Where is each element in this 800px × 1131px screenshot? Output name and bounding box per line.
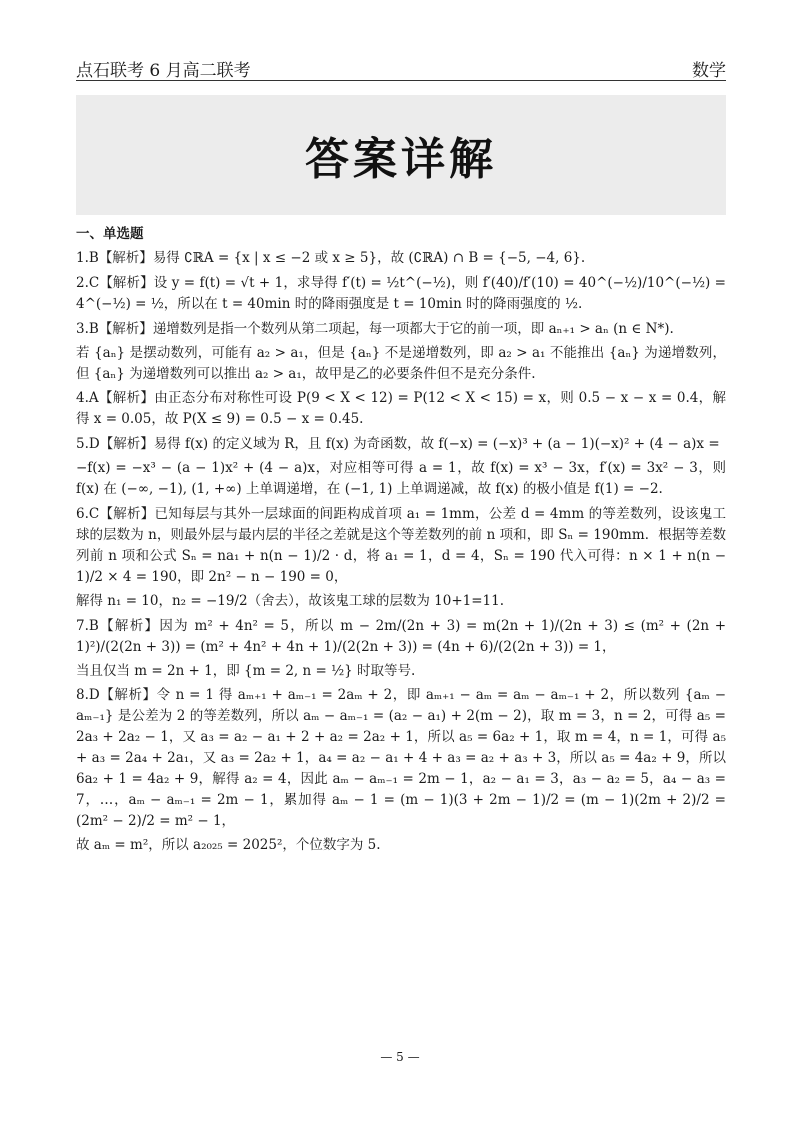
- exam-title: 点石联考 6 月高二联考: [76, 61, 251, 81]
- answer-item: [76, 504, 726, 612]
- subject-label: 数学: [692, 61, 726, 81]
- section-title: 一、单选题: [76, 226, 144, 242]
- title-banner: [76, 95, 726, 215]
- analysis-tag: 【解析】: [98, 617, 160, 634]
- page-header: [76, 56, 726, 81]
- answer-number: 6.C: [76, 506, 100, 523]
- answer-text: 若 {aₙ} 是摆动数列，可能有 a₂ > a₁，但是 {aₙ} 不是递增数列，即 a₂ > a₁ 不能推出 {aₙ} 为递增数列，但 {aₙ} 为递增数列可以推出 a₂ > a₁，故甲是乙的必要条件但不是充分条件.: [76, 344, 726, 382]
- answer-item: [76, 273, 726, 315]
- answer-number: 2.C: [76, 274, 100, 291]
- answer-line: [76, 248, 726, 269]
- answer-line: [76, 835, 726, 856]
- answer-line: [76, 591, 726, 612]
- answer-text: 故 aₘ = m²，所以 a₂₀₂₅ = 2025²，个位数字为 5.: [76, 836, 381, 853]
- answer-item: [76, 434, 726, 500]
- analysis-tag: 【解析】: [99, 436, 154, 453]
- answer-line: [76, 458, 726, 500]
- page-title: 答案详解: [305, 134, 497, 185]
- answer-line: [76, 434, 726, 455]
- answer-list: [76, 248, 726, 856]
- page-number: — 5 —: [380, 1050, 420, 1064]
- answer-item: [76, 616, 726, 682]
- answer-number: 4.A: [76, 390, 99, 407]
- answer-item: [76, 319, 726, 385]
- answer-text: −f(x) = −x³ − (a − 1)x² + (4 − a)x，对应相等可得 a = 1，故 f(x) = x³ − 3x，f′(x) = 3x² − 3，则 f(x) 在 (−∞, −1), (1, +∞) 上单调递增，在 (−1, 1) 上单调递减，故 f(x) 的极小值是 f(1) = −2.: [76, 460, 726, 498]
- answer-line: [76, 343, 726, 385]
- answer-number: 1.B: [76, 249, 99, 266]
- answer-line: [76, 685, 726, 831]
- answer-item: [76, 685, 726, 855]
- analysis-tag: 【解析】: [99, 506, 155, 523]
- answer-item: [76, 248, 726, 269]
- answer-line: [76, 388, 726, 430]
- answer-line: [76, 273, 726, 315]
- answer-line: [76, 319, 726, 340]
- answer-number: 5.D: [76, 436, 100, 453]
- analysis-tag: 【解析】: [98, 390, 155, 407]
- answer-number: 3.B: [76, 320, 99, 337]
- answer-text: 设 y = f(t) = √t + 1，求导得 f′(t) = ½t^(−½)，则 f′(40)/f′(10) = 40^(−½)/10^(−½) = 4^(−½) = ½，所以在 t = 40min 时的降雨强度是 t = 10min 时的降雨强度的 ½.: [76, 274, 726, 312]
- answer-number: 8.D: [76, 687, 100, 704]
- answer-text: 令 n = 1 得 aₘ₊₁ + aₘ₋₁ = 2aₘ + 2，即 aₘ₊₁ − aₘ = aₘ − aₘ₋₁ + 2，所以数列 {aₘ − aₘ₋₁} 是公差为 2 的等差数列，所以 aₘ − aₘ₋₁ = (a₂ − a₁) + 2(m − 2)，取 m = 3，n = 2，可得 a₅ = 2a₃ + 2a₂ − 1，又 a₃ = a₂ − a₁ + 2 + a₂ = 2a₂ + 1，所以 a₅ = 6a₂ + 1，取 m = 4，n = 1，可得 a₅ + a₃ = 2a₄ + 2a₁，又 a₃ = 2a₂ + 1，a₄ = a₂ − a₁ + 4 + a₃ = a₂ + a₃ + 3，所以 a₅ = 4a₂ + 9，所以 6a₂ + 1 = 4a₂ + 9，解得 a₂ = 4，因此 aₘ − aₘ₋₁ = 2m − 1，a₂ − a₁ = 3，a₃ − a₂ = 5，a₄ − a₃ = 7，…，aₘ − aₘ₋₁ = 2m − 1，累加得 aₘ − 1 = (m − 1)(3 + 2m − 1)/2 = (m − 1)(2m + 2)/2 = (2m² − 2)/2 = m² − 1，: [76, 687, 727, 829]
- answer-text: 递增数列是指一个数列从第二项起，每一项都大于它的前一项，即 aₙ₊₁ > aₙ (n ∈ N*).: [152, 320, 674, 337]
- answer-content: [76, 224, 726, 860]
- analysis-tag: 【解析】: [98, 320, 153, 337]
- answer-text: 由正态分布对称性可设 P(9 < X < 12) = P(12 < X < 15) = x，则 0.5 − x − x = 0.4，解得 x = 0.05，故 P(X ≤ 9) = 0.5 − x = 0.45.: [76, 390, 726, 428]
- answer-text: 当且仅当 m = 2n + 1，即 {m = 2, n = ½} 时取等号.: [76, 662, 416, 679]
- answer-line: [76, 504, 726, 588]
- answer-text: 易得 f(x) 的定义域为 R，且 f(x) 为奇函数，故 f(−x) = (−x)³ + (a − 1)(−x)² + (4 − a)x =: [153, 436, 720, 453]
- answer-text: 因为 m² + 4n² = 5，所以 m − 2m/(2n + 3) = m(2n + 1)/(2n + 3) ≤ (m² + (2n + 1)²)/(2(2n + 3)) = (m² + 4n² + 4n + 1)/(2(2n + 3)) = (4n + 6)/(2(2n + 3)) = 1，: [76, 617, 727, 655]
- analysis-tag: 【解析】: [98, 249, 153, 266]
- answer-text: 易得 ∁ℝA = {x | x ≤ −2 或 x ≥ 5}，故 (∁ℝA) ∩ B = {−5, −4, 6}.: [152, 249, 586, 266]
- analysis-tag: 【解析】: [99, 274, 154, 291]
- answer-number: 7.B: [76, 617, 99, 634]
- answer-line: [76, 661, 726, 682]
- analysis-tag: 【解析】: [99, 687, 157, 704]
- answer-item: [76, 388, 726, 430]
- answer-text: 已知每层与其外一层球面的间距构成首项 a₁ = 1mm，公差 d = 4mm 的等差数列，设该鬼工球的层数为 n，则最外层与最内层的半径之差就是这个等差数列的前 n 项和，即 Sₙ = 190mm．根据等差数列前 n 项和公式 Sₙ = na₁ + n(n − 1)/2 · d，将 a₁ = 1，d = 4，Sₙ = 190 代入可得：n × 1 + n(n − 1)/2 × 4 = 190，即 2n² − n − 190 = 0，: [76, 506, 726, 585]
- answer-line: [76, 616, 726, 658]
- answer-text: 解得 n₁ = 10，n₂ = −19/2（舍去），故该鬼工球的层数为 10+1=11.: [76, 592, 504, 609]
